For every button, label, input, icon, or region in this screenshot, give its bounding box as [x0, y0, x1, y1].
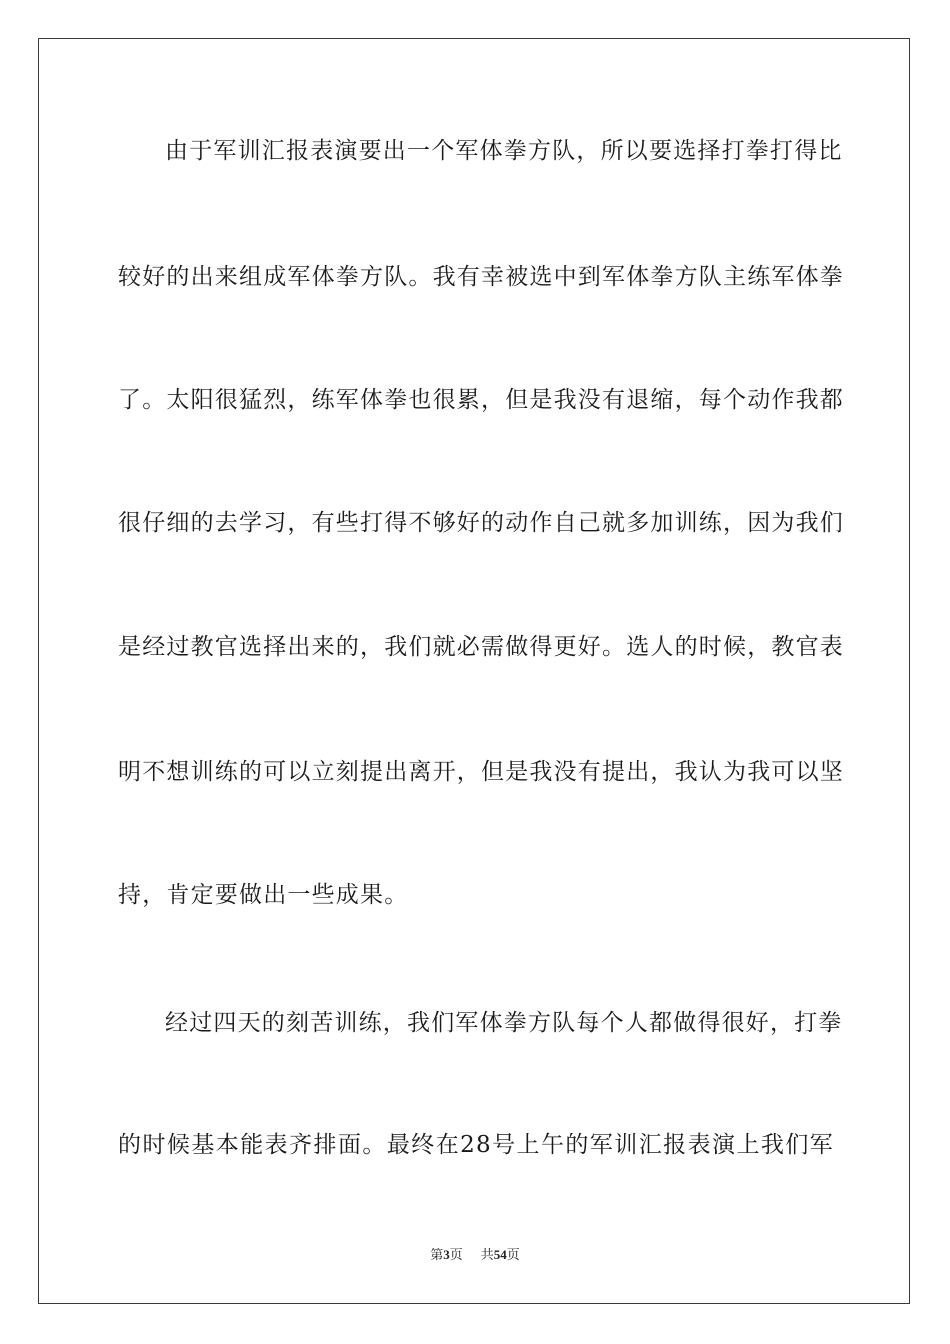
paragraph-1-line-2: 较好的出来组成军体拳方队。我有幸被选中到军体拳方队主练军体拳	[118, 264, 844, 290]
footer-total-pages: 54	[493, 1247, 507, 1262]
footer-page-suffix: 页	[449, 1247, 463, 1262]
paragraph-1-line-4: 很仔细的去学习，有些打得不够好的动作自己就多加训练，因为我们	[118, 510, 844, 536]
footer-total-prefix: 共	[480, 1247, 494, 1262]
paragraph-1-line-1: 由于军训汇报表演要出一个军体拳方队，所以要选择打拳打得比	[165, 138, 843, 164]
paragraph-2-line-1: 经过四天的刻苦训练，我们军体拳方队每个人都做得很好，打拳	[165, 1010, 843, 1036]
page-border	[38, 38, 910, 1304]
footer-total-suffix: 页	[506, 1247, 520, 1262]
footer-page-prefix: 第	[430, 1247, 444, 1262]
paragraph-1-line-6: 明不想训练的可以立刻提出离开，但是我没有提出，我认为我可以坚	[118, 759, 844, 785]
paragraph-2-line-2: 的时候基本能表齐排面。最终在28号上午的军训汇报表演上我们军	[118, 1132, 834, 1158]
paragraph-1-line-7: 持，肯定要做出一些成果。	[118, 882, 409, 908]
paragraph-1-line-5: 是经过教官选择出来的，我们就必需做得更好。选人的时候，教官表	[118, 634, 844, 660]
page-footer	[0, 1247, 950, 1263]
footer-page-number: 3	[443, 1247, 450, 1262]
paragraph-1-line-3: 了。太阳很猛烈，练军体拳也很累，但是我没有退缩，每个动作我都	[118, 387, 844, 413]
